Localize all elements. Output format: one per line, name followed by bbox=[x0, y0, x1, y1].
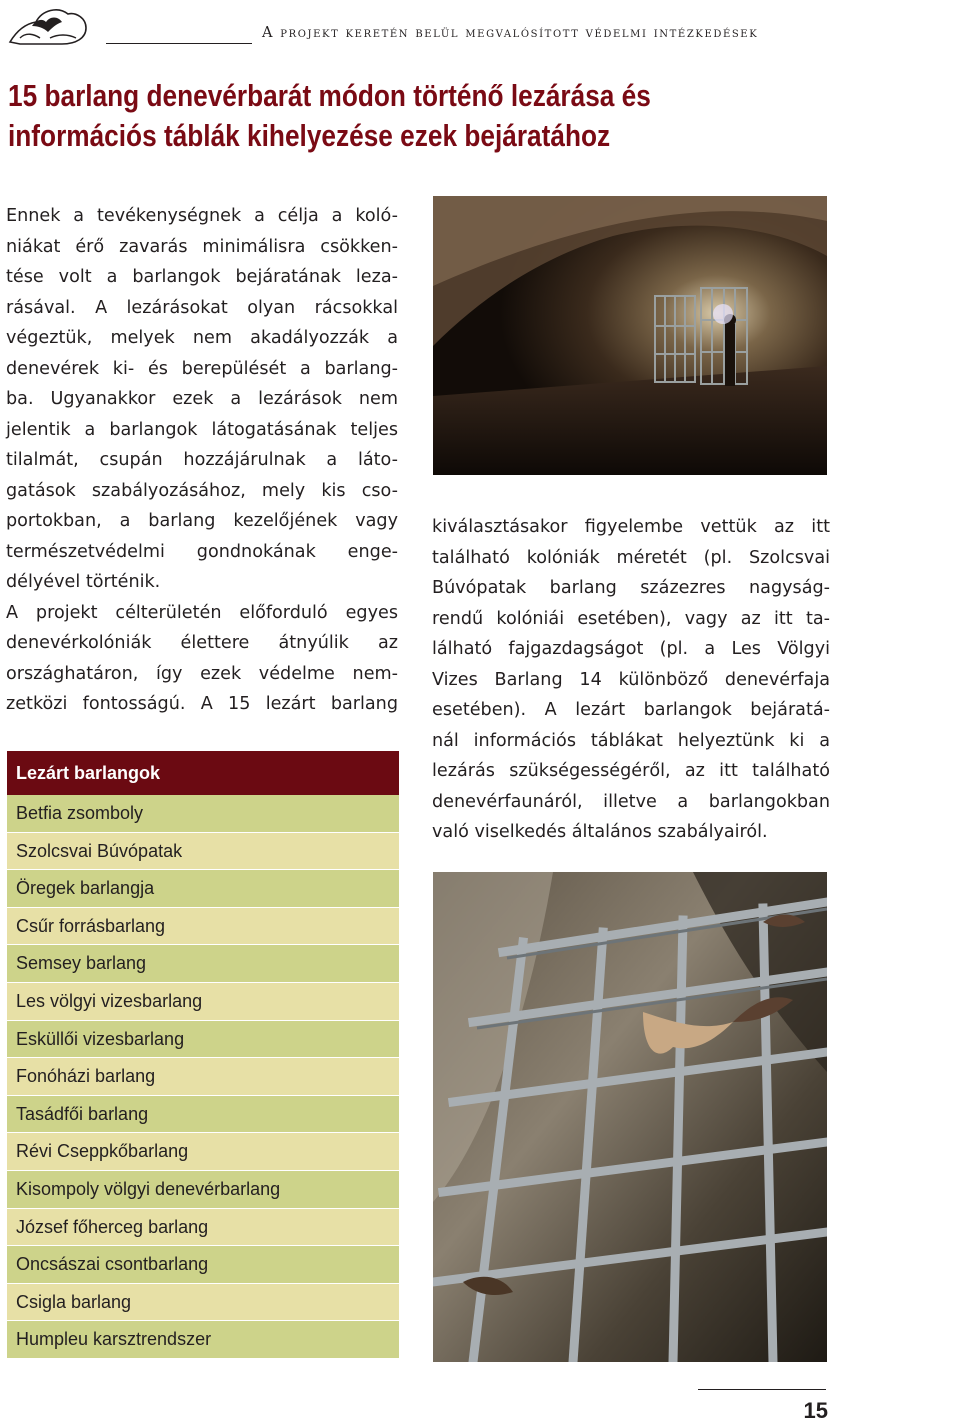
table-row: Öregek barlangja bbox=[7, 870, 399, 908]
body-line: denevérek ki- és berepülését a barlang- bbox=[6, 358, 398, 379]
table-row: Tasádfői barlang bbox=[7, 1096, 399, 1134]
body-line: portokban, a barlang kezelőjének vagy bbox=[6, 511, 398, 531]
table-row: Esküllői vizesbarlang bbox=[7, 1021, 399, 1059]
table-header: Lezárt barlangok bbox=[7, 751, 399, 795]
cave-tunnel-photo bbox=[433, 196, 827, 475]
body-line: délyével történik. bbox=[6, 572, 161, 592]
body-line: rásával. A lezárásokat olyan rácsokkal bbox=[6, 297, 398, 318]
body-line: kiválasztásakor figyelembe vettük az itt bbox=[432, 517, 830, 537]
body-line: tilalmát, csupán hozzájárulnak a láto- bbox=[6, 450, 398, 470]
left-column-text bbox=[6, 201, 398, 720]
table-row: Les völgyi vizesbarlang bbox=[7, 983, 399, 1021]
table-row: Révi Cseppkőbarlang bbox=[7, 1133, 399, 1171]
body-line: lálható fajgazdagságot (pl. a Les Völgyi bbox=[432, 639, 830, 659]
body-line: gatások szabályozásához, mely kis cso- bbox=[6, 480, 398, 501]
footer-rule bbox=[698, 1389, 826, 1390]
body-line: tése volt a barlangok bejáratának leza- bbox=[6, 267, 398, 287]
table-row: Betfia zsomboly bbox=[7, 795, 399, 833]
table-row: Oncsászai csontbarlang bbox=[7, 1246, 399, 1284]
body-line: rendű kolóniái esetében), vagy az itt ta- bbox=[432, 608, 830, 629]
right-column-text bbox=[432, 512, 830, 848]
body-line: ba. Ugyanakkor ezek a lezárások nem bbox=[6, 389, 398, 409]
table-row: Humpleu karsztrendszer bbox=[7, 1321, 399, 1359]
body-line: való viselkedés általános szabályairól. bbox=[432, 822, 768, 842]
body-line: A projekt célterületén előforduló egyes bbox=[6, 602, 398, 623]
body-line: Vizes Barlang 14 különböző denevérfaja bbox=[432, 669, 830, 690]
body-line: nál információs táblákat helyeztünk ki a bbox=[432, 730, 830, 751]
page-title-line-1: 15 barlang denevérbarát módon történő lezárása és bbox=[8, 79, 651, 113]
body-line: természetvédelmi gondnokának enge- bbox=[6, 541, 398, 562]
table-row: József főherceg barlang bbox=[7, 1209, 399, 1247]
table-row: Csűr forrásbarlang bbox=[7, 908, 399, 946]
table-row: Szolcsvai Búvópatak bbox=[7, 833, 399, 871]
body-line: esetében). A lezárt barlangok bejáratá- bbox=[432, 700, 830, 720]
body-line: denevérkolóniák élettere átnyúlik az bbox=[6, 633, 398, 653]
body-line: Ennek a tevékenységnek a célja a koló- bbox=[6, 206, 398, 226]
page-title-line-2: információs táblák kihelyezése ezek bejáratához bbox=[8, 119, 611, 153]
page-number: 15 bbox=[803, 1398, 828, 1423]
table-row: Semsey barlang bbox=[7, 945, 399, 983]
table-row: Csigla barlang bbox=[7, 1284, 399, 1322]
header-rule bbox=[106, 43, 252, 44]
logo bbox=[6, 2, 90, 48]
table-row: Fonóházi barlang bbox=[7, 1058, 399, 1096]
closed-caves-table bbox=[7, 751, 399, 1359]
body-line: jelentik a barlangok látogatásának teljes bbox=[6, 419, 398, 440]
body-line: található kolóniák méretét (pl. Szolcsvai bbox=[432, 547, 830, 568]
body-line: Búvópatak barlang százezres nagyság- bbox=[432, 578, 830, 598]
table-row: Kisompoly völgyi denevérbarlang bbox=[7, 1171, 399, 1209]
running-header: A projekt keretén belül megvalósított védelmi intézkedések bbox=[262, 25, 759, 41]
bats-grate-photo bbox=[433, 872, 827, 1362]
body-line: niákat érő zavarás minimálisra csökken- bbox=[6, 236, 398, 257]
body-line: zetközi fontosságú. A 15 lezárt barlang bbox=[6, 694, 398, 714]
body-line: végeztük, melyek nem akadályozzák a bbox=[6, 328, 398, 348]
body-line: denevérfaunáról, illetve a barlangokban bbox=[432, 791, 830, 812]
body-line: országhatáron, így ezek védelme nem- bbox=[6, 663, 398, 684]
page-title bbox=[8, 76, 651, 156]
body-line: lezárás szükségességéről, az itt található bbox=[432, 761, 830, 781]
